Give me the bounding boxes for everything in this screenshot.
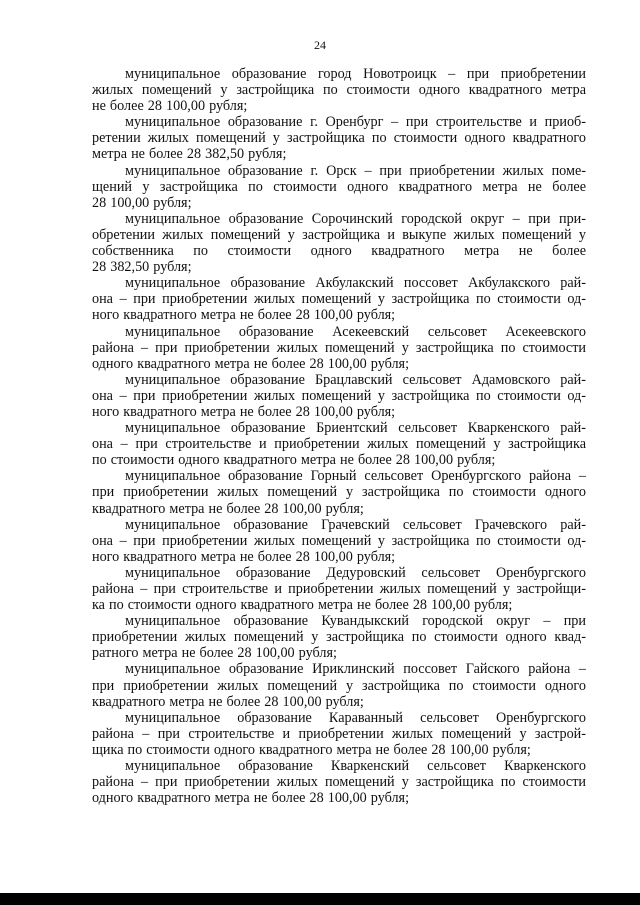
text-line: муниципальное образование город Новотроицк – при приобретении [125,66,586,82]
text-line: муниципальное образование г. Орск – при приобретении жилых поме- [125,162,586,179]
text-line: метра не более 28 382,50 рубля; [92,146,287,163]
text-line: муниципальное образование Кувандыкский городской округ – при [125,613,586,630]
text-line: муниципальное образование Караванный сельсовет Оренбургского [125,709,586,726]
text-line: обретении жилых помещений у застройщика и выкупе жилых помещений у [92,226,586,243]
text-line: района – при приобретении жилых помещений у застройщика по стоимости [92,339,586,356]
text-line: муниципальное образование Ириклинский поссовет Гайского района – [125,661,586,678]
paragraph [92,420,586,468]
paragraph [92,163,586,211]
text-line: при приобретении жилых помещений у застройщика по стоимости одного [92,484,586,501]
paragraph [92,661,586,709]
paragraph [92,468,586,516]
text-line: при приобретении жилых помещений у застройщика по стоимости одного [92,677,586,694]
text-line: приобретении жилых помещений у застройщика по стоимости одного квад- [92,629,586,646]
text-line: муниципальное образование Акбулакский поссовет Акбулакского рай- [125,275,586,292]
text-line: ного квадратного метра не более 28 100,00 рубля; [92,548,396,565]
text-line: муниципальное образование Бриентский сельсовет Кваркенского рай- [125,420,586,437]
text-line: она – при приобретении жилых помещений у застройщика по стоимости од- [92,291,586,308]
text-line: 28 100,00 рубля; [92,194,192,211]
text-line: района – при строительстве и приобретении жилых помещений у застройщи- [92,581,586,597]
text-line: щений у застройщика по стоимости одного квадратного метра не более [92,178,586,195]
text-line: квадратного метра не более 28 100,00 рубля; [92,693,364,710]
text-line: 28 382,50 рубля; [92,259,192,276]
text-line: квадратного метра не более 28 100,00 рубля; [92,500,364,517]
text-line: она – при приобретении жилых помещений у застройщика по стоимости од- [92,387,586,404]
text-line: одного квадратного метра не более 28 100,00 рубля; [92,355,410,372]
text-line: муниципальное образование Брацлавский сельсовет Адамовского рай- [125,371,586,388]
text-line: района – при строительстве и приобретении жилых помещений у застрой- [92,725,586,742]
paragraph [92,275,586,323]
document-body [92,66,586,806]
text-line: она – при приобретении жилых помещений у застройщика по стоимости од- [92,532,586,549]
text-line: ка по стоимости одного квадратного метра не более 28 100,00 рубля; [92,597,513,614]
text-line: щика по стоимости одного квадратного метра не более 28 100,00 рубля; [92,741,531,758]
text-line: собственника по стоимости одного квадратного метра не более [92,243,586,260]
paragraph [92,114,586,162]
paragraph [92,710,586,758]
text-line: ного квадратного метра не более 28 100,00 рубля; [92,403,396,420]
page-number: 24 [314,38,326,52]
text-line: одного квадратного метра не более 28 100,00 рубля; [92,790,410,807]
paragraph [92,211,586,275]
text-line: муниципальное образование Горный сельсовет Оренбургского района – [125,468,586,485]
scan-border [0,893,640,905]
paragraph [92,66,586,114]
text-line: муниципальное образование Кваркенский сельсовет Кваркенского [125,758,586,775]
paragraph [92,372,586,420]
text-line: муниципальное образование Дедуровский сельсовет Оренбургского [125,564,586,581]
text-line: ретении жилых помещений у застройщика по стоимости одного квадратного [92,130,586,147]
paragraph [92,324,586,372]
text-line: муниципальное образование Сорочинский городской округ – при при- [125,210,586,227]
text-line: муниципальное образование Асекеевский сельсовет Асекеевского [125,323,586,340]
text-line: района – при приобретении жилых помещений у застройщика по стоимости [92,774,586,791]
paragraph [92,758,586,806]
text-line: муниципальное образование г. Оренбург – при строительстве и приоб- [125,114,586,131]
paragraph [92,565,586,613]
text-line: жилых помещений у застройщика по стоимости одного квадратного метра [92,82,586,99]
text-line: ного квадратного метра не более 28 100,00 рубля; [92,307,396,324]
paragraph [92,517,586,565]
text-line: она – при строительстве и приобретении жилых помещений у застройщика [92,436,586,453]
text-line: муниципальное образование Грачевский сельсовет Грачевского рай- [125,516,586,533]
text-line: по стоимости одного квадратного метра не более 28 100,00 рубля; [92,452,496,469]
text-line: ратного метра не более 28 100,00 рубля; [92,645,337,662]
paragraph [92,613,586,661]
text-line: не более 28 100,00 рубля; [92,98,248,115]
